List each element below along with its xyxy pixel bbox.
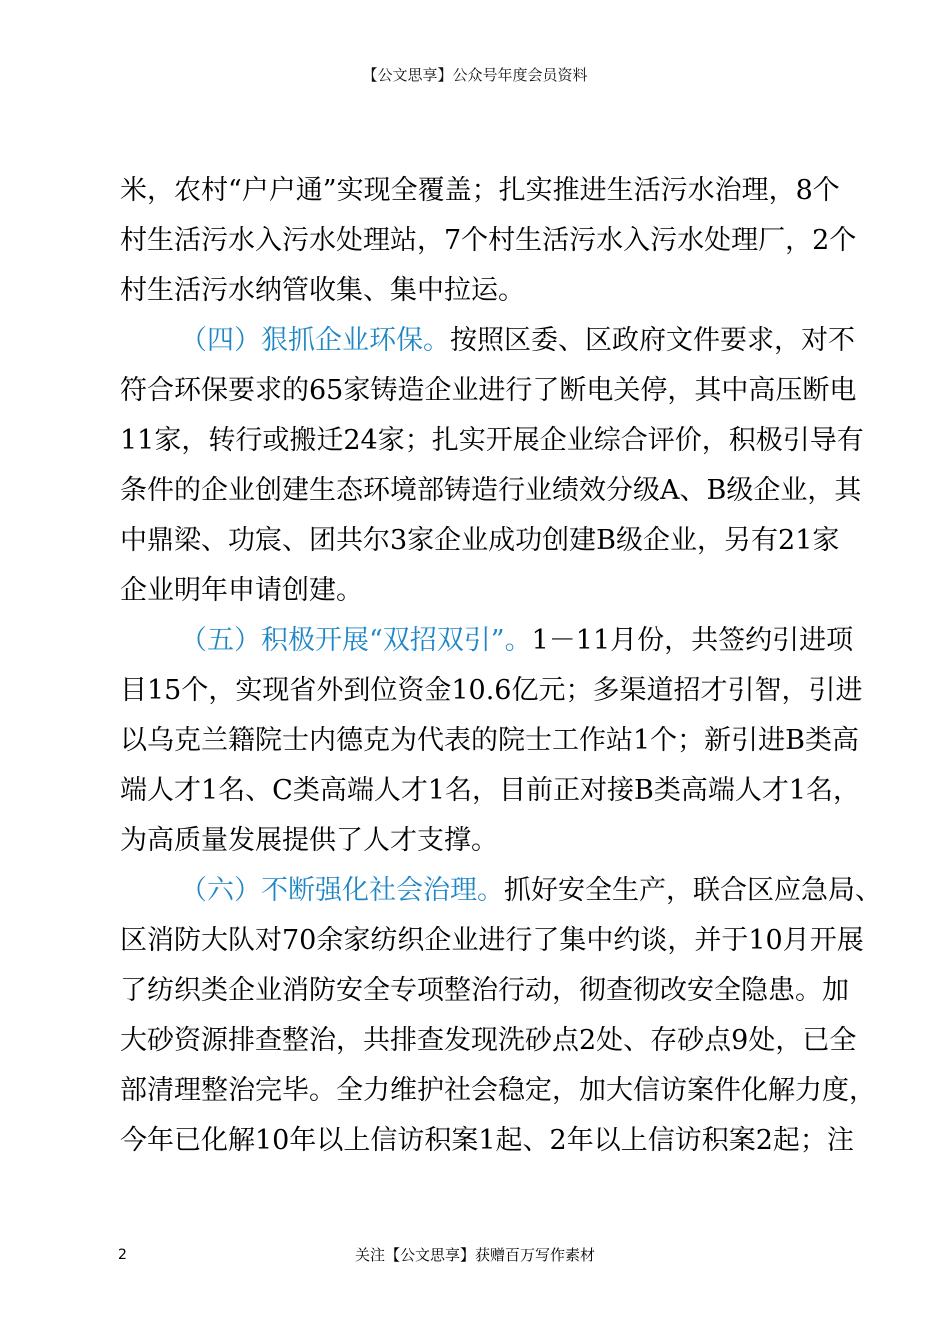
page-footer: 关注【公文思享】获赠百万写作素材 <box>354 1246 595 1264</box>
paragraph-first-line <box>180 871 882 911</box>
body-line: 米，农村“户户通”实现全覆盖；扎实推进生活污水治理，8个 <box>120 175 840 206</box>
body-text: 按照区委、区政府文件要求，对不 <box>450 325 855 356</box>
section-heading: （四）狠抓企业环保。 <box>180 325 450 356</box>
section-heading: （五）积极开展“双招双引”。 <box>180 625 532 656</box>
body-line: 大砂资源排查整治，共排查发现洗砂点2处、存砂点9处，已全 <box>120 1025 857 1056</box>
body-line: 中鼎梁、功宸、团共尔3家企业成功创建B级企业，另有21家 <box>120 525 840 556</box>
body-line: 了纺织类企业消防安全专项整治行动，彻查彻改安全隐患。加 <box>120 975 849 1006</box>
body-line: 部清理整治完毕。全力维护社会稳定，加大信访案件化解力度， <box>120 1075 876 1106</box>
body-text: 1－11月份，共签约引进项 <box>531 625 854 656</box>
body-line: 11家，转行或搬迁24家；扎实开展企业综合评价，积极引导有 <box>120 425 864 456</box>
body-line: 端人才1名、C类高端人才1名，目前正对接B类高端人才1名， <box>120 775 861 806</box>
body-line: 条件的企业创建生态环境部铸造行业绩效分级A、B级企业，其 <box>120 475 862 506</box>
body-line: 区消防大队对70余家纺织企业进行了集中约谈，并于10月开展 <box>120 925 864 956</box>
paragraph-first-line <box>180 321 855 361</box>
body-line: 以乌克兰籍院士内德克为代表的院士工作站1个；新引进B类高 <box>120 725 860 756</box>
paragraph-first-line <box>180 621 854 661</box>
page-number: 2 <box>118 1247 127 1263</box>
body-line: 村生活污水入污水处理站，7个村生活污水入污水处理厂，2个 <box>120 225 857 256</box>
body-line: 符合环保要求的65家铸造企业进行了断电关停，其中高压断电 <box>120 375 857 406</box>
body-text: 抓好安全生产，联合区应急局、 <box>504 875 882 906</box>
body-line: 村生活污水纳管收集、集中拉运。 <box>120 275 525 306</box>
body-line: 目15个，实现省外到位资金10.6亿元；多渠道招才引智，引进 <box>120 675 863 706</box>
body-line: 企业明年申请创建。 <box>120 575 363 606</box>
page-header: 【公文思享】公众号年度会员资料 <box>362 66 588 84</box>
section-heading: （六）不断强化社会治理。 <box>180 875 504 906</box>
body-line: 为高质量发展提供了人才支撑。 <box>120 825 498 856</box>
body-line: 今年已化解10年以上信访积案1起、2年以上信访积案2起；注 <box>120 1125 854 1156</box>
